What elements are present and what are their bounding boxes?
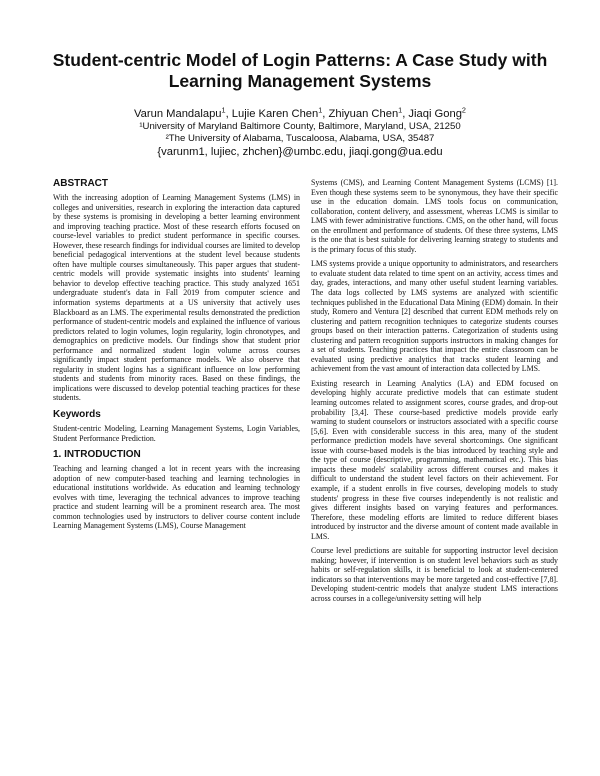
intro-paragraph-2: LMS systems provide a unique opportunity to administrators, and researchers to evaluate student data related to time spent on an activity, access times and day, grades, interactions, and many other useful student learning variables. The data logs collected by LMS systems are analyzed with scientific techniques published in the Educational Data Mining (EDM) domain. In their study, Romero and Ventura [2] described that current EDM methods rely on clustering and pattern recognition techniques to categorize students courses groups based on their interaction patterns. Categorization of students using clustering and pattern recognition supports instructors in making changes for a set of students. Teaching practices that impact the entire classroom can be evaluated using predictive analytics that tracks student learning and achievement from the vast amount of interaction data collected by LMS. bbox=[311, 259, 558, 374]
abstract-heading: ABSTRACT bbox=[53, 178, 108, 189]
intro-paragraph-1: Teaching and learning changed a lot in recent years with the increasing adoption of new computer-based teaching and learning technologies in educational institutions worldwide. As education and learning technology evolves with time, leveraging the technical advances to improve teaching practice and student learning will be a prominent research area. The most common technologies used by instructors to deliver course content include Learning Management Systems (LMS), Course Management bbox=[53, 464, 300, 531]
affiliation-1: ¹University of Maryland Baltimore County, Baltimore, Maryland, USA, 21250 bbox=[139, 121, 461, 132]
author-block bbox=[40, 107, 560, 159]
author-emails: {varunm1, lujiec, zhchen}@umbc.edu, jiaqi.gong@ua.edu bbox=[157, 146, 443, 158]
introduction-heading: 1. INTRODUCTION bbox=[53, 449, 141, 461]
keywords-text: Student-centric Modeling, Learning Management Systems, Login Variables, Student Performance Prediction. bbox=[53, 424, 300, 443]
abstract-text: With the increasing adoption of Learning Management Systems (LMS) in colleges and universities, research in exploring the interaction data captured by these systems is promising in developing a better learning environment and improving teaching practice. Most of these research efforts focused on course-level variables to predict student performance in specific courses. However, these research findings for individual courses are limited to develop beneficial pedagogical interventions at the student level because students often have multiple courses simultaneously. This paper argues that student-centric models will provide systematic insights into students' learning behavior to develop effective teaching practice. This study analyzed 1651 undergraduate student's data in Fall 2019 from computer science and information systems departments at a US university that actively uses Blackboard as an LMS. The experimental results demonstrated the prediction performance of student-centric models and explained the influence of various predictors related to login volumes, login regularity, login chronotypes, and demographics on predictive models. Our findings show that student prior performance and normalized student login volume across courses significantly impact student performance models. We also observe that regularity in student logins has a significant influence on low performing students and students from minority races. Based on these findings, the implications were discussed to develop potential teaching practices for these students. bbox=[53, 193, 300, 403]
author-names: Varun Mandalapu$^1$, Lujie Karen Chen$^1$, Zhiyuan Chen$^1$, Jiaqi Gong$^2$ bbox=[134, 105, 466, 120]
paper-title: Student-centric Model of Login Patterns: A Case Study with Learning Management Systems bbox=[52, 50, 548, 91]
left-column bbox=[53, 178, 300, 536]
intro-paragraph-1-continued: Systems (CMS), and Learning Content Management Systems (LCMS) [1]. Even though these systems seem to be synonymous, they have their specific use in the education domain. LMS tools focus on communication, collaboration, content delivery, and assessment, whereas LCMS is similar to LMS with fewer administrative functions. CMS, on the other hand, will focus on the enrollment and performance of students. Of these three systems, LMS is the one that is best suitable for delivering learning strategy to students and is the primary focus of this study. bbox=[311, 178, 558, 254]
right-column bbox=[311, 178, 558, 609]
affiliation-2: ²The University of Alabama, Tuscaloosa, Alabama, USA, 35487 bbox=[165, 133, 435, 144]
intro-paragraph-4: Course level predictions are suitable for supporting instructor level decision making; however, if intervention is on student level behaviors such as study habits or self-regulation skills, it is beneficial to look at student-centered indicators so that interventions may be more targeted and cost-effective [7,8]. Developing student-centric models that analyze student LMS interactions across courses in a college/university setting will help bbox=[311, 546, 558, 603]
keywords-heading: Keywords bbox=[53, 409, 101, 421]
intro-paragraph-3: Existing research in Learning Analytics (LA) and EDM focused on developing highly accurate predictive models that can estimate student learning outcomes related to assignment scores, course grades, and drop-out probability [3,4]. These course-based predictive models provide early warning to student counselors or instructors associated with a specific course [5,6]. Even with considerable success in this area, many of the student performance prediction models have several shortcomings. One significant issue with course-based models is the bias introduced by teaching style and the type of course (descriptive, programming, mathematical etc.). This bias impacts these models' scalability across different courses and makes it difficult to understand the student level factors on their achievement. For example, if a student enrolls in five courses, developing models to study students' progress in these five courses independently is not realistic and gives different insights based on varying features and performances. Therefore, these modeling efforts are limited to reduce different biases introduced by instructor and the diverse amount of content made available in LMS. bbox=[311, 378, 558, 541]
